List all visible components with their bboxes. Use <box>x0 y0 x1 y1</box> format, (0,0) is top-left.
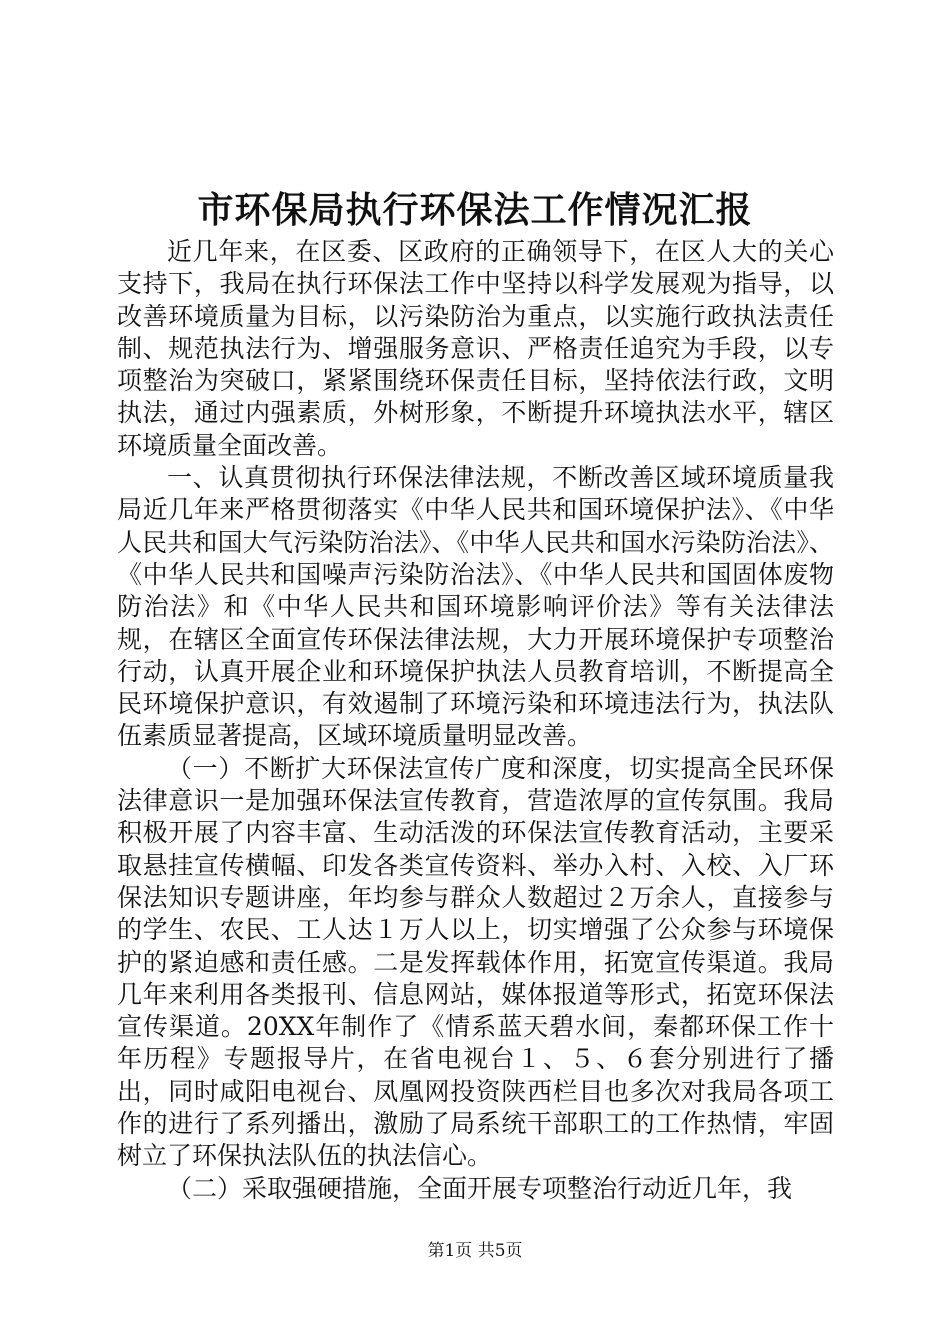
paragraph-subsection-1: （一）不断扩大环保法宣传广度和深度，切实提高全民环保法律意识一是加强环保法宣传教育，营造浓厚的宣传氛围。我局积极开展了内容丰富、生动活泼的环保法宣传教育活动，主要采取悬挂宣传横幅、印发各类宣传资料、举办入村、入校、入厂环保法知识专题讲座，年均参与群众人数超过２万余人，直接参与的学生、农民、工人达１万人以上，切实增强了公众参与环境保护的紧迫感和责任感。二是发挥载体作用，拓宽宣传渠道。我局几年来利用各类报刊、信息网站，媒体报道等形式，拓宽环保法宣传渠道。20XX年制作了《情系蓝天碧水间，秦都环保工作十年历程》专题报导片，在省电视台１、５、６套分别进行了播出，同时咸阳电视台、凤凰网投资陕西栏目也多次对我局各项工作的进行了系列播出，激励了局系统干部职工的工作热情，牢固树立了环保执法队伍的执法信心。 <box>117 753 834 1171</box>
document-title: 市环保局执行环保法工作情况汇报 <box>197 189 753 231</box>
paragraph-subsection-2: （二）采取强硬措施，全面开展专项整治行动近几年，我 <box>167 1173 793 1203</box>
paragraph-intro: 近几年来，在区委、区政府的正确领导下，在区人大的关心支持下，我局在执行环保法工作中坚持以科学发展观为指导，以改善环境质量为目标，以污染防治为重点，以实施行政执法责任制、规范执法行为、增强服务意识、严格责任追究为手段，以专项整治为突破口，紧紧围绕环保责任目标，坚持依法行政，文明执法，通过内强素质，外树形象，不断提升环境执法水平，辖区环境质量全面改善。 <box>117 237 834 460</box>
page-footer: 第1页 共5页 <box>427 1241 523 1261</box>
paragraph-section-1: 一、认真贯彻执行环保法律法规，不断改善区域环境质量我局近几年来严格贯彻落实《中华人民共和国环境保护法》、《中华人民共和国大气污染防治法》、《中华人民共和国水污染防治法》、《中华人民共和国噪声污染防治法》、《中华人民共和国固体废物防治法》和《中华人民共和国环境影响评价法》等有关法律法规，在辖区全面宣传环保法律法规，大力开展环境保护专项整治行动，认真开展企业和环境保护执法人员教育培训，不断提高全民环境保护意识，有效遏制了环境污染和环境违法行为，执法队伍素质显著提高，区域环境质量明显改善。 <box>117 463 834 751</box>
document-body <box>117 236 834 1205</box>
